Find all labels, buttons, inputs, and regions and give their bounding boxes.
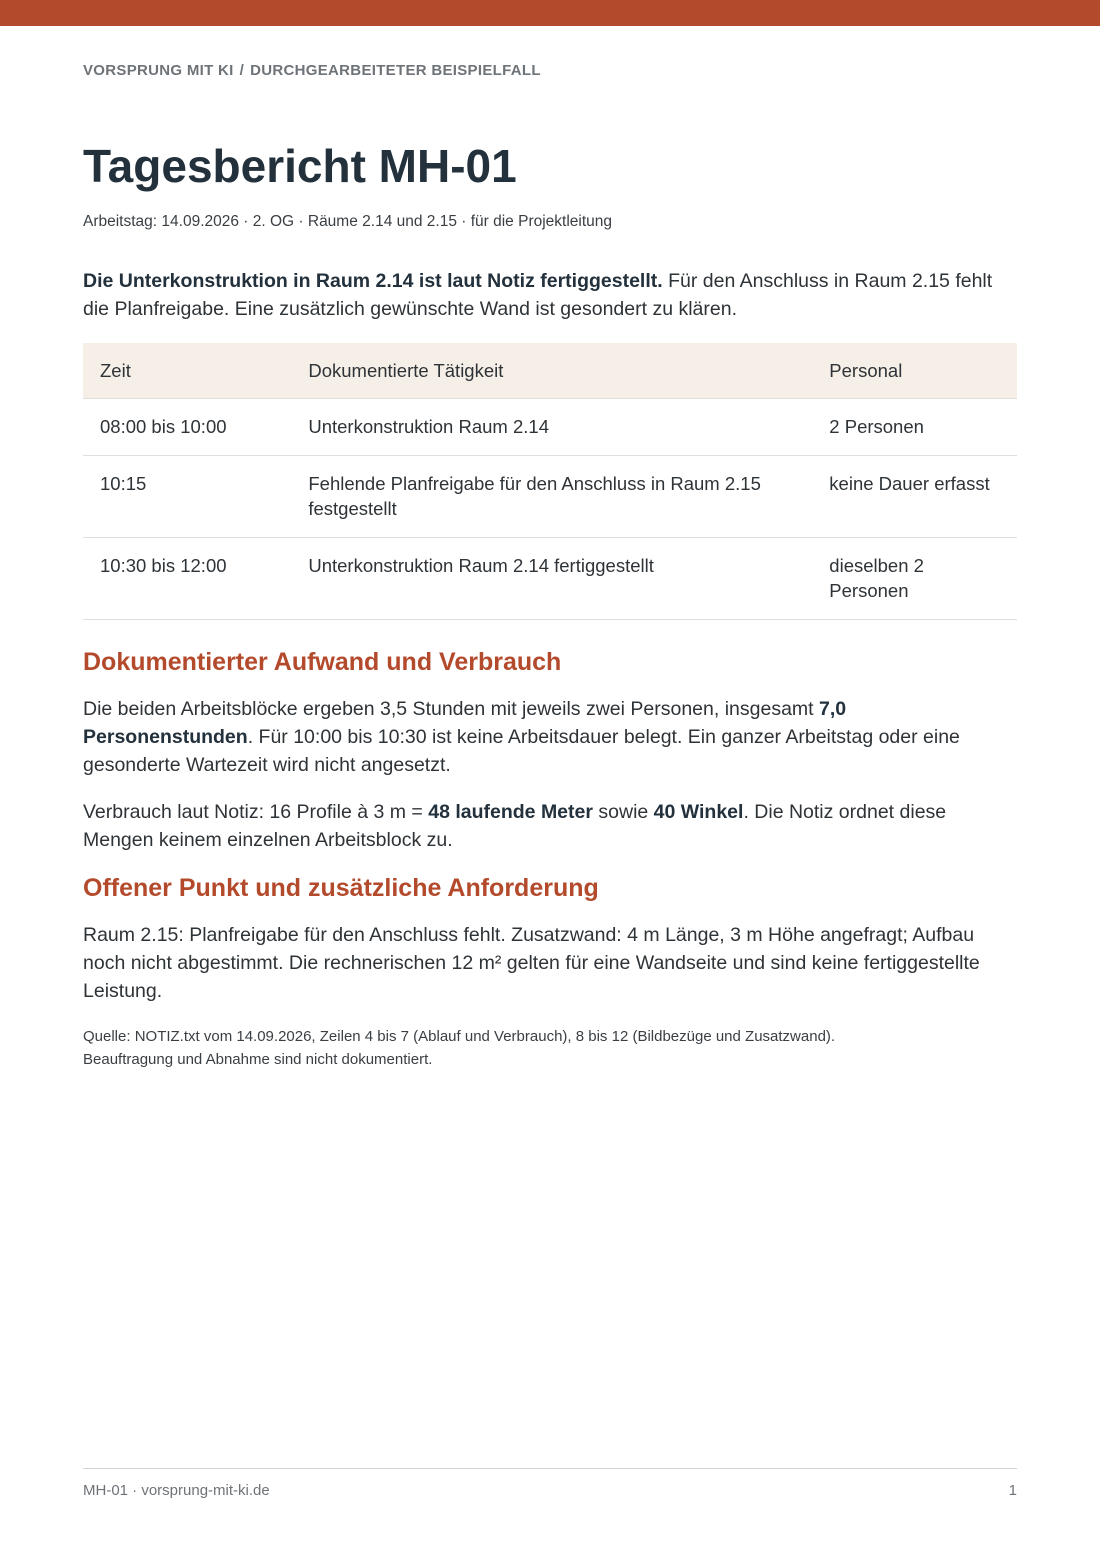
activity-table: [83, 343, 1017, 620]
table-cell-personal: keine Dauer erfasst: [812, 456, 1017, 538]
breadcrumb: [83, 62, 541, 79]
breadcrumb-section: DURCHGEARBEITETER BEISPIELFALL: [250, 62, 541, 79]
source-line: Quelle: NOTIZ.txt vom 14.09.2026, Zeilen 4 bis 7 (Ablauf und Verbrauch), 8 bis 12 (Bildbezüge und Zusatzwand).: [83, 1028, 836, 1045]
table-header-zeit: Zeit: [83, 343, 291, 399]
table-cell-personal: 2 Personen: [812, 399, 1017, 456]
table-cell-taetigkeit: Unterkonstruktion Raum 2.14: [291, 399, 812, 456]
text-strong: 7,0 Personenstunden: [83, 698, 847, 748]
breadcrumb-separator: /: [239, 62, 245, 79]
page-number: 1: [1008, 1482, 1017, 1499]
section-heading-aufwand: Dokumentierter Aufwand und Verbrauch: [83, 648, 562, 676]
text-run: . Für 10:00 bis 10:30 ist keine Arbeitsdauer belegt. Ein ganzer Arbeitstag oder eine gesonderte Wartezeit wird nicht angesetzt.: [83, 726, 960, 776]
page-title: Tagesbericht MH-01: [83, 140, 517, 192]
table-row: [83, 399, 1017, 456]
footer-divider: [83, 1468, 1017, 1469]
text-strong: 40 Winkel: [653, 801, 744, 823]
text-run: Die beiden Arbeitsblöcke ergeben 3,5 Stunden mit jeweils zwei Personen, insgesamt: [83, 698, 820, 720]
table-row: [83, 456, 1017, 538]
table-header-personal: Personal: [812, 343, 1017, 399]
source-note: [83, 1025, 1017, 1071]
lead-strong: Die Unterkonstruktion in Raum 2.14 ist laut Notiz fertiggestellt.: [83, 270, 663, 292]
table-row: [83, 538, 1017, 620]
section-heading-offen: Offener Punkt und zusätzliche Anforderung: [83, 874, 599, 902]
table-cell-taetigkeit: Unterkonstruktion Raum 2.14 fertiggestellt: [291, 538, 812, 620]
source-line: Beauftragung und Abnahme sind nicht dokumentiert.: [83, 1051, 433, 1068]
paragraph-verbrauch: [83, 798, 1017, 854]
table-header-row: [83, 343, 1017, 399]
paragraph-offen: Raum 2.15: Planfreigabe für den Anschluss fehlt. Zusatzwand: 4 m Länge, 3 m Höhe angefragt; Aufbau noch nicht abgestimmt. Die rechnerischen 12 m² gelten für eine Wandseite und sind keine fertiggestellte Leistung.: [83, 924, 980, 1002]
lead-rest: Für den Anschluss in Raum 2.15 fehlt die Planfreigabe. Eine zusätzlich gewünschte Wand ist gesondert zu klären.: [83, 270, 993, 320]
top-accent-bar: [0, 0, 1100, 26]
document-meta: Arbeitstag: 14.09.2026 · 2. OG · Räume 2.14 und 2.15 · für die Projektleitung: [83, 213, 613, 230]
text-run: . Die Notiz ordnet diese Mengen keinem einzelnen Arbeitsblock zu.: [83, 801, 947, 851]
paragraph-aufwand: [83, 695, 1017, 779]
lead-paragraph: [83, 267, 1017, 323]
table-header-taetigkeit: Dokumentierte Tätigkeit: [291, 343, 812, 399]
table-cell-taetigkeit: Fehlende Planfreigabe für den Anschluss in Raum 2.15 festgestellt: [291, 456, 812, 538]
footer-text: MH-01 · vorsprung-mit-ki.de: [83, 1482, 270, 1499]
table-cell-zeit: 10:30 bis 12:00: [83, 538, 291, 620]
table-cell-personal: dieselben 2 Personen: [812, 538, 1017, 620]
text-run: sowie: [592, 801, 654, 823]
breadcrumb-brand: VORSPRUNG MIT KI: [83, 62, 234, 79]
text-strong: 48 laufende Meter: [428, 801, 593, 823]
table-cell-zeit: 08:00 bis 10:00: [83, 399, 291, 456]
table-cell-zeit: 10:15: [83, 456, 291, 538]
text-run: Verbrauch laut Notiz: 16 Profile à 3 m =: [83, 801, 429, 823]
